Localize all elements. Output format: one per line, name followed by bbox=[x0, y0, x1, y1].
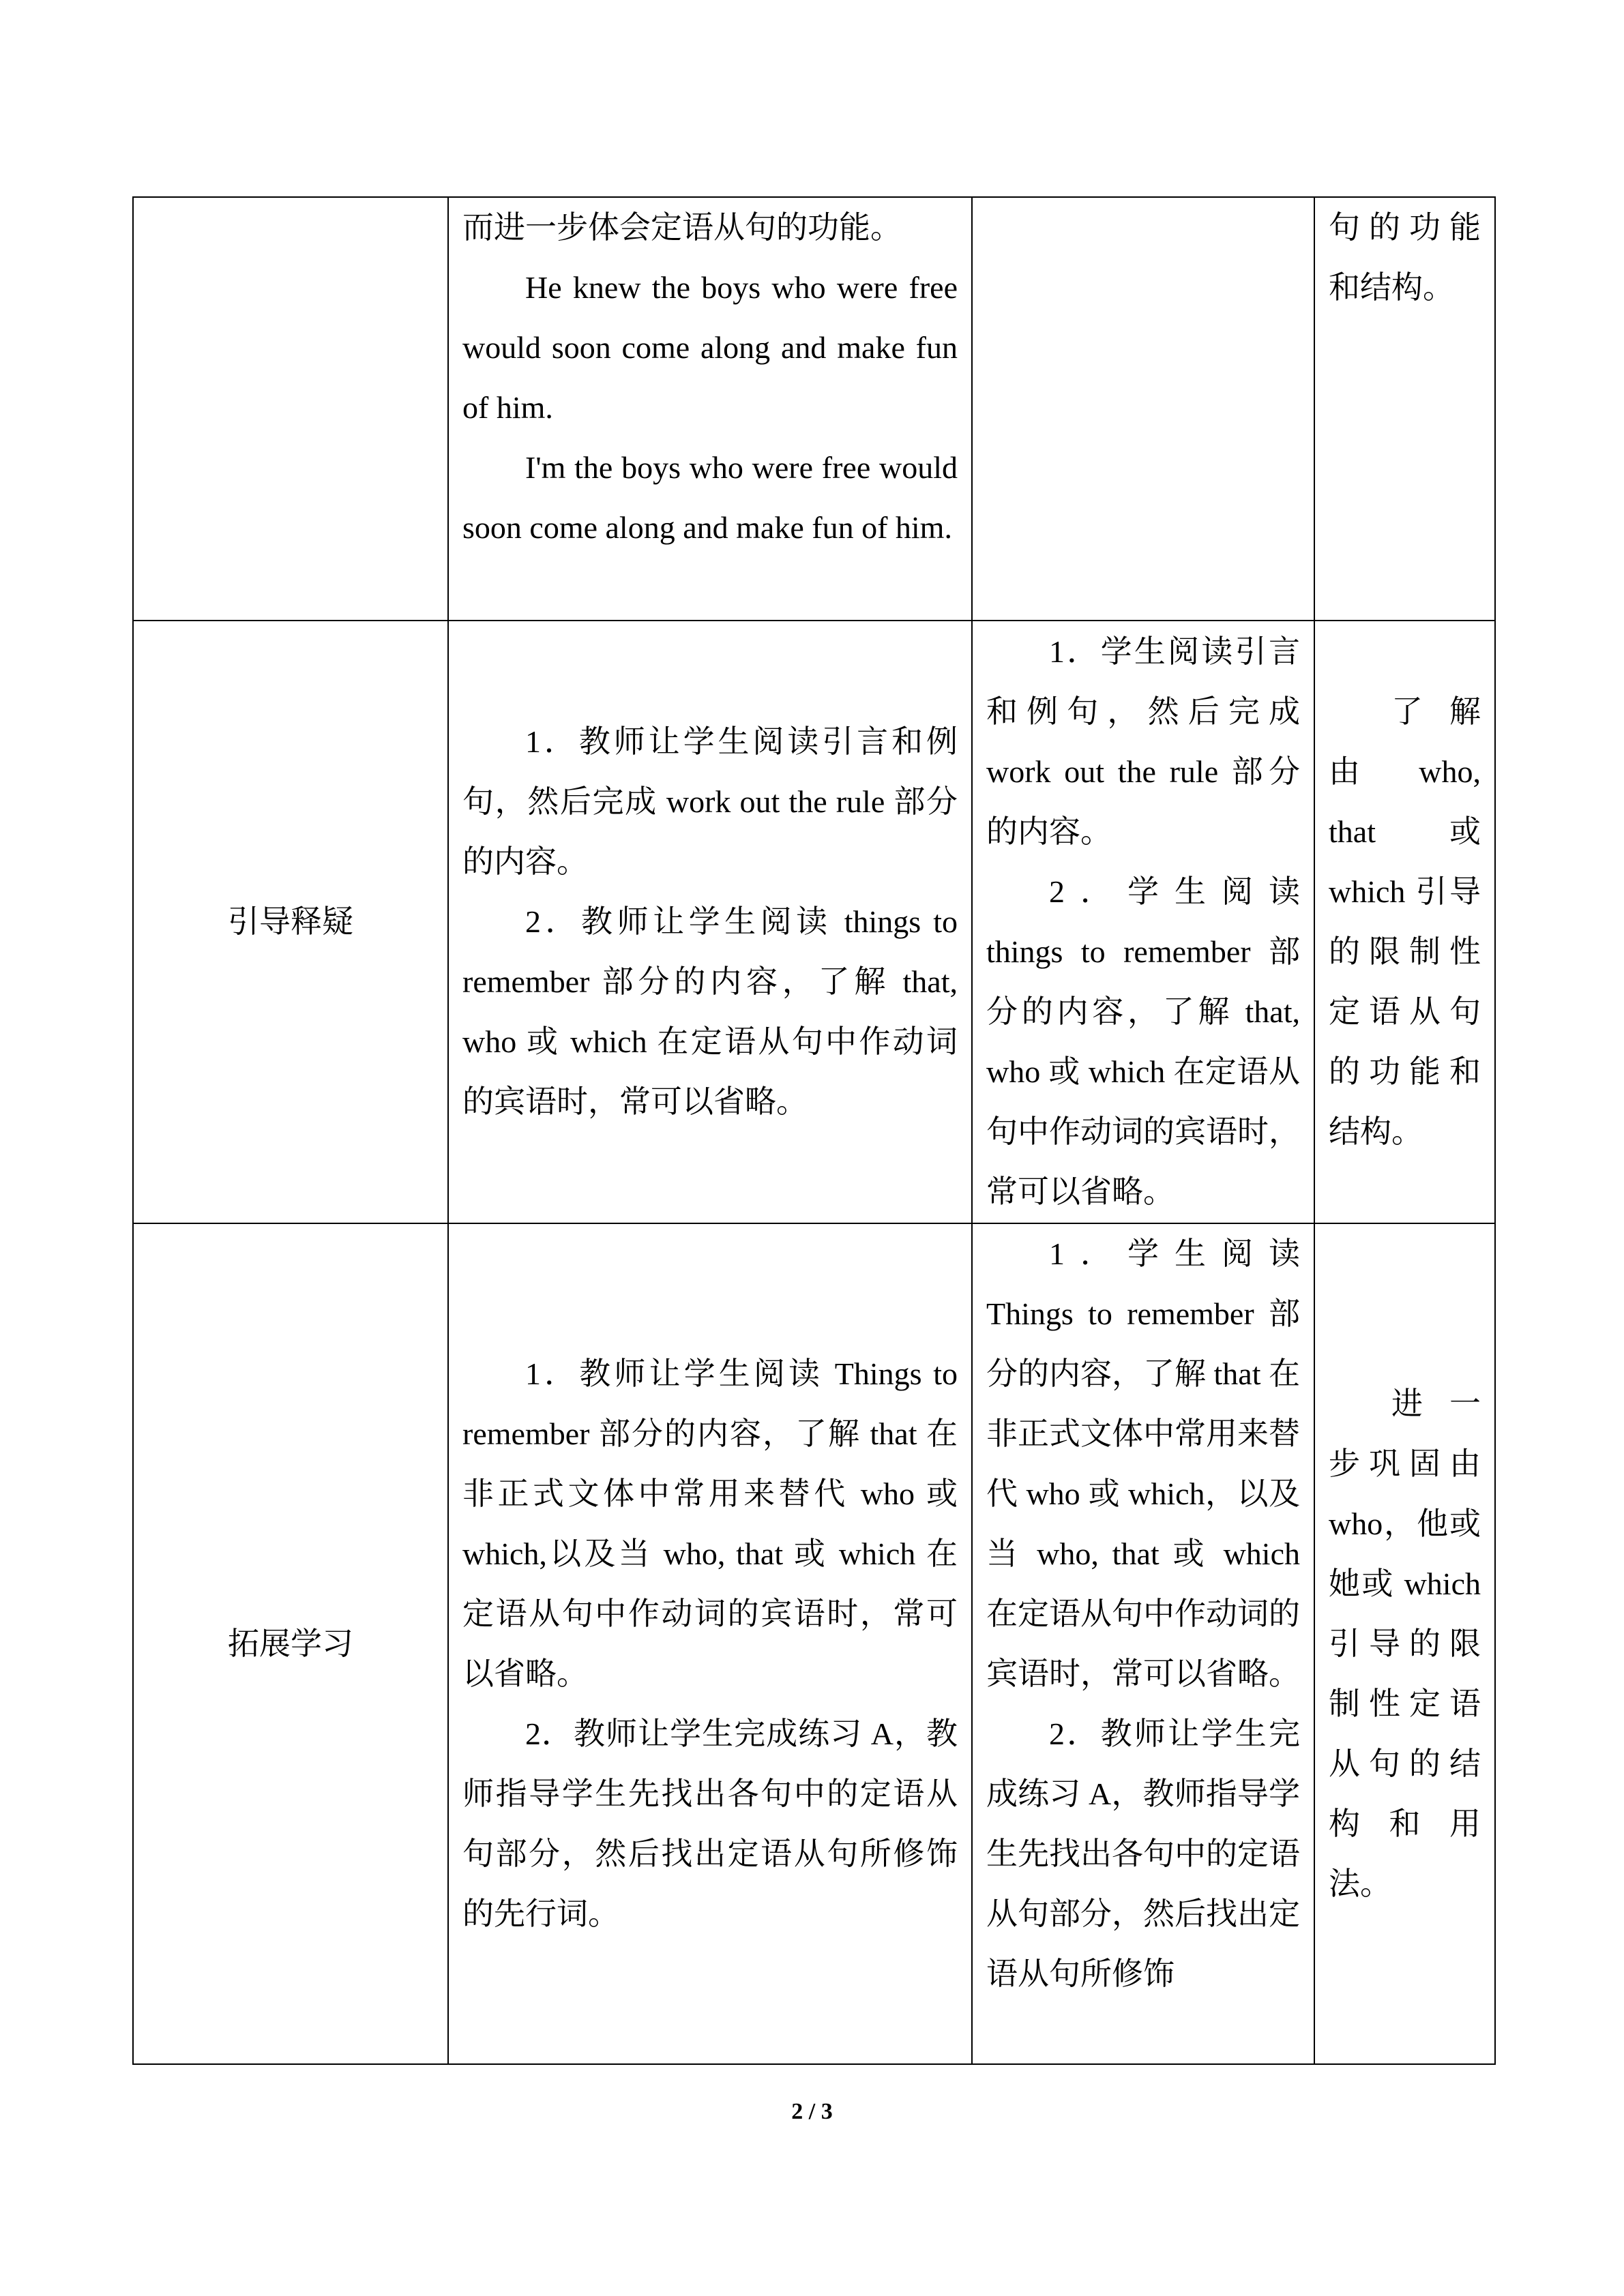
student-activities-cell bbox=[972, 1223, 1314, 2064]
student-activity-text: 1．学生阅读引言和例句，然后完成 work out the rule 部分的内容。 bbox=[986, 634, 1300, 849]
student-activities-cell bbox=[972, 621, 1314, 1223]
design-intent-text: 了解由 who, that 或 which 引导的限制性定语从句的功能和结构。 bbox=[1329, 694, 1481, 1149]
stage-cell: 引导释疑 bbox=[133, 621, 448, 1223]
teacher-activity-text: He knew the boys who were free would soon come along and make fun of him. bbox=[462, 270, 958, 425]
student-activity-text: 1．学生阅读 Things to remember 部分的内容，了解 that 在非正式文体中常用来替代 who 或 which，以及当 who, that 或 which 在定语从句中作动词的宾语时，常可以省略。 bbox=[986, 1236, 1300, 1691]
teacher-activity-text: 2．教师让学生阅读 things to remember 部分的内容，了解 that, who 或 which 在定语从句中作动词的宾语时，常可以省略。 bbox=[462, 904, 958, 1119]
teacher-activity-text: 2．教师让学生完成练习 A，教师指导学生先找出各句中的定语从句部分，然后找出定语从句所修饰的先行词。 bbox=[462, 1716, 958, 1931]
teacher-activity-text: I'm the boys who were free would soon come along and make fun of him. bbox=[462, 450, 958, 545]
design-intent-cell bbox=[1314, 197, 1495, 621]
design-intent-cell bbox=[1314, 1223, 1495, 2064]
teacher-activities-cell bbox=[448, 197, 972, 621]
teacher-activities-cell bbox=[448, 1223, 972, 2064]
stage-cell bbox=[133, 197, 448, 621]
table-row bbox=[133, 197, 1495, 621]
teacher-activity-text: 1．教师让学生阅读引言和例句，然后完成 work out the rule 部分的内容。 bbox=[462, 724, 958, 879]
design-intent-text: 进一步巩固由 who，他或她或 which 引导的限制性定语从句的结构和用法。 bbox=[1329, 1386, 1481, 1901]
teacher-activity-text: 1．教师让学生阅读 Things to remember 部分的内容，了解 that 在非正式文体中常用来替代 who 或 which,以及当 who, that 或 which 在定语从句中作动词的宾语时，常可以省略。 bbox=[462, 1356, 958, 1691]
table-row bbox=[133, 1223, 1495, 2064]
table-row bbox=[133, 621, 1495, 1223]
design-intent-text: 句的功能和结构。 bbox=[1329, 210, 1481, 305]
student-activity-text: 2．学生阅读 things to remember 部分的内容，了解 that, who 或 which 在定语从句中作动词的宾语时，常可以省略。 bbox=[986, 874, 1300, 1209]
lesson-plan-table bbox=[132, 196, 1496, 2065]
student-activity-text: 2．教师让学生完成练习 A，教师指导学生先找出各句中的定语从句部分，然后找出定语从句所修饰 bbox=[986, 1716, 1300, 1991]
stage-cell: 拓展学习 bbox=[133, 1223, 448, 2064]
teacher-activity-text: 而进一步体会定语从句的功能。 bbox=[462, 210, 902, 245]
teacher-activities-cell bbox=[448, 621, 972, 1223]
design-intent-cell bbox=[1314, 621, 1495, 1223]
page-number: 2 / 3 bbox=[791, 2099, 833, 2124]
student-activities-cell bbox=[972, 197, 1314, 621]
